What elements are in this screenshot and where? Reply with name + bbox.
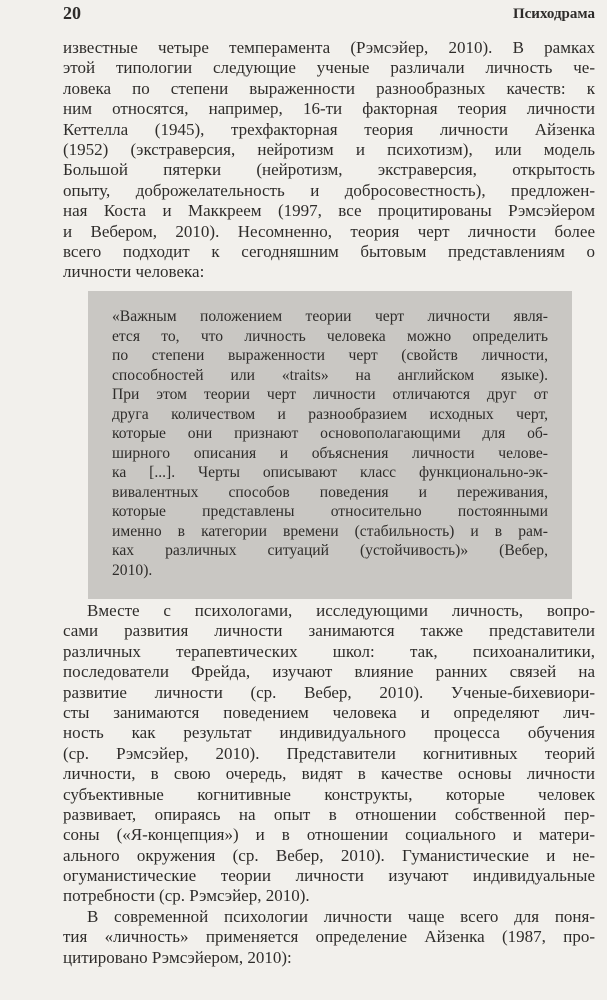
quote-line: именно в категории времени (стабильность) и в рам- — [112, 522, 548, 540]
paragraph-3-line: тия «личность» применяется определение Айзенка (1987, про- — [63, 927, 595, 947]
paragraph-1-line: Кеттелла (1945), трехфакторная теория личности Айзенка — [63, 119, 595, 139]
quote-line: друга количеством и разнообразием исходных черт, — [112, 405, 548, 423]
quote-line: способностей или «traits» на английском языке). — [112, 366, 548, 384]
quote-line: которые они признают основополагающими для об- — [112, 425, 548, 442]
page-number: 20 — [63, 3, 81, 23]
paragraph-1-line: (1952) (экстраверсия, нейротизм и психотизм), или модель — [63, 139, 595, 159]
quote-line: по степени выраженности черт (свойств личности, — [112, 347, 548, 364]
paragraph-1-line: и Вебером, 2010). Несомненно, теория черт личности более — [63, 221, 595, 241]
quote-line: ка [...]. Черты описывают класс функционально-эк- — [112, 464, 548, 481]
paragraph-1-line: личности человека: — [63, 262, 205, 282]
paragraph-2-line: субъективные когнитивные конструкты, которые человек — [63, 784, 595, 804]
paragraph-2-line: ального окружения (ср. Вебер, 2010). Гуманистические и не- — [63, 845, 595, 865]
quote-line: 2010). — [112, 561, 153, 579]
paragraph-2-line: сами развития личности занимаются также представители — [63, 621, 595, 641]
quote-line: вивалентных способов поведения и переживания, — [112, 483, 548, 501]
quote-line: которые представлены относительно постоянными — [112, 503, 548, 520]
paragraph-1-line: всего подходит к сегодняшним бытовым представлениям о — [63, 241, 595, 261]
quote-block — [88, 291, 572, 599]
paragraph-3 — [63, 907, 595, 968]
running-title: Психодрама — [512, 6, 595, 22]
paragraph-2-line: потребности (ср. Рэмсэйер, 2010). — [63, 886, 310, 906]
paragraph-2-line: ность как результат индивидуального процесса обучения — [63, 723, 595, 743]
paragraph-3-line: В современной психологии личности чаще всего для поня- — [87, 906, 595, 926]
paragraph-1-line: ловека по степени выраженности разнообразных качеств: к — [63, 78, 595, 98]
paragraph-3-line: цитировано Рэмсэйером, 2010): — [63, 947, 292, 967]
paragraph-2-line: развивает, опираясь на опыт в отношении собственной пер- — [63, 804, 595, 824]
paragraph-1 — [63, 38, 595, 283]
quote-line: ется то, что личность человека можно определить — [112, 327, 548, 345]
paragraph-2-line: личности, в свою очередь, видят в качестве основы личности — [63, 764, 595, 784]
paragraph-2-line: соны («Я-концепция») и в отношении социального и матери- — [63, 825, 595, 845]
paragraph-2-line: сты занимаются поведением человека и определяют лич- — [63, 702, 595, 722]
paragraph-2-line: развитие личности (ср. Вебер, 2010). Ученые-бихевиори- — [63, 682, 595, 702]
quote-line: ширного описания и объяснения личности челове- — [112, 444, 548, 462]
paragraph-2-line: (ср. Рэмсэйер, 2010). Представители когнитивных теорий — [63, 743, 595, 763]
paragraph-1-line: ная Коста и Маккреем (1997, все процитированы Рэмсэйером — [63, 201, 595, 221]
page-header — [63, 3, 595, 25]
paragraph-1-line: этой типологии следующие ученые различали личность че- — [63, 58, 595, 78]
body-text-2 — [63, 601, 595, 968]
quote-line: «Важным положением теории черт личности явля- — [112, 308, 548, 325]
paragraph-1-line: известные четыре темперамента (Рэмсэйер, 2010). В рамках — [63, 38, 595, 57]
paragraph-1-line: опыту, доброжелательность и добросовестность), предложен- — [63, 180, 595, 200]
quote-line: При этом теории черт личности отличаются друг от — [112, 386, 548, 403]
paragraph-2 — [63, 601, 595, 907]
paragraph-2-line: различных терапевтических школ: так, психоаналитики, — [63, 641, 595, 661]
paragraph-1-line: Большой пятерки (нейротизм, экстраверсия, открытость — [63, 160, 595, 180]
paragraph-2-line: последователи Фрейда, изучают влияние ранних связей на — [63, 662, 595, 682]
paragraph-1-line: ним относятся, например, 16-ти факторная теория личности — [63, 99, 595, 119]
paragraph-2-line: огуманистические теории личности изучают индивидуальные — [63, 866, 595, 886]
quote-line: ках различных ситуаций (устойчивость)» (Вебер, — [112, 542, 548, 559]
paragraph-2-line: Вместе с психологами, исследующими личность, вопро- — [87, 601, 595, 620]
